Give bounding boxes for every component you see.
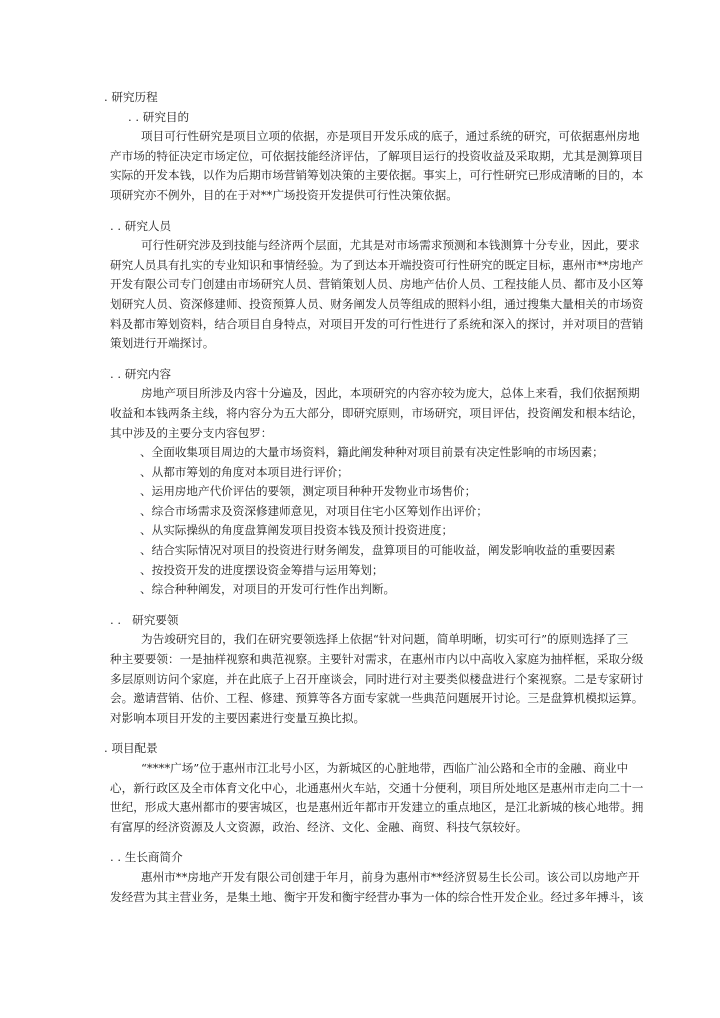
paragraph-line: 世纪，形成大惠州都市的要害城区，也是惠州近年都市开发建立的重点地区，是江北新城的核心地带。拥 xyxy=(110,800,644,815)
paragraph-line: 有富厚的经济资源及人文资源，政治、经济、文化、金融、商贸、科技气氛较好。 xyxy=(110,819,528,834)
paragraph-line: 产市场的特征决定市场定位，可依据技能经济评估，了解项目运行的投资收益及采取期，尤其是测算项目 xyxy=(110,148,644,163)
paragraph-line: 项研究亦不例外，目的在于对**广场投资开发提供可行性决策依据。 xyxy=(110,187,458,202)
section-heading: . 项目配景 xyxy=(104,741,158,756)
section xyxy=(0,611,720,729)
paragraph-line: 策划进行开端探讨。 xyxy=(110,336,215,351)
chapter-heading: . 研究历程 xyxy=(104,90,158,104)
document-page xyxy=(0,88,720,907)
list-item: 、运用房地产代价评估的要领，测定项目种种开发物业市场售价； xyxy=(140,484,477,499)
paragraph-line: 为告竣研究目的，我们在研究要领选择上依据“针对问题，简单明晰，切实可行”的原则选择了三 xyxy=(141,632,629,647)
list-item: 、按投资开发的进度摆设资金筹措与运用筹划； xyxy=(140,562,384,577)
list-item: 、综合种种阐发，对项目的开发可行性作出判断。 xyxy=(140,582,396,597)
section-heading: . . 研究人员 xyxy=(110,218,172,233)
section-paragraph xyxy=(110,127,644,205)
section xyxy=(0,848,720,907)
list-item: 、综合市场需求及资深修建师意见，对项目住宅小区筹划作出评价； xyxy=(140,503,488,518)
paragraph-line: 项目可行性研究是项目立项的依据，亦是项目开发乐成的底子，通过系统的研究，可依据惠州房地 xyxy=(141,129,640,144)
section xyxy=(0,217,720,354)
paragraph-line: 房地产项目所涉及内容十分遍及，因此，本项研究的内容亦较为庞大，总体上来看，我们依据预期 xyxy=(141,386,640,401)
section xyxy=(0,739,720,837)
paragraph-line: 会。邀请营销、估价、工程、修建、预算等各方面专家就一些典范问题展开讨论。三是盘算机模拟运算。 xyxy=(110,691,644,706)
section-heading: . . 研究内容 xyxy=(110,366,172,381)
list-item: 、从实际操纵的角度盘算阐发项目投资本钱及预计投资进度； xyxy=(140,523,454,538)
list-item: 、从都市筹划的角度对本项目进行评价； xyxy=(140,464,349,479)
paragraph-line: 惠州市**房地产开发有限公司创建于年月，前身为惠州市**经济贸易生长公司。该公司以房地产开 xyxy=(141,869,640,884)
section-heading: . . 生长商简介 xyxy=(110,850,183,865)
paragraph-line: 划研究人员、资深修建师、投资预算人员、财务阐发人员等组成的照料小组，通过搜集大量相关的市场资 xyxy=(110,296,644,311)
paragraph-line: 对影响本项目开发的主要因素进行变量互换比拟。 xyxy=(110,710,366,725)
paragraph-line: 心，新行政区及全市体育文化中心，北通惠州火车站，交通十分便利，项目所处地区是惠州市走向二十一 xyxy=(110,780,644,795)
section-paragraph xyxy=(110,759,644,837)
paragraph-line: 实际的开发本钱，以作为后期市场营销筹划决策的主要依据。事实上，可行性研究已形成清晰的目的，本 xyxy=(110,168,644,183)
section-heading: . . 研究目的 xyxy=(128,109,190,124)
paragraph-line: 可行性研究涉及到技能与经济两个层面，尤其是对市场需求预测和本钱测算十分专业，因此，要求 xyxy=(141,238,640,253)
paragraph-line: 发经营为其主营业务，是集土地、衡宇开发和衡宇经营办事为一体的综合性开发企业。经过多年搏斗，该 xyxy=(110,889,644,904)
section-paragraph xyxy=(110,236,644,354)
list-item: 、全面收集项目周边的大量市场资料，籍此阐发种种对项目前景有决定性影响的市场因素； xyxy=(140,445,604,460)
paragraph-line: 收益和本钱两条主线，将内容分为五大部分，即研究原则，市场研究，项目评估，投资阐发和根本结论， xyxy=(110,405,644,420)
paragraph-line: 多层原则访问个家庭，并在此底子上召开座谈会，同时进行对主要类似楼盘进行个案视察。二是专家研讨 xyxy=(110,671,644,686)
section-paragraph xyxy=(110,868,644,907)
paragraph-line: 种主要要领：一是抽样视察和典范视察。主要针对需求，在惠州市内以中高收入家庭为抽样框，采取分级 xyxy=(110,652,644,667)
paragraph-line: 研究人员具有扎实的专业知识和事情经验。为了到达本开端投资可行性研究的既定目标，惠州市**房地产 xyxy=(110,257,644,272)
section-heading: . . 研究要领 xyxy=(110,612,179,627)
paragraph-line: “****广场”位于惠州市江北号小区，为新城区的心脏地带，西临广汕公路和全市的金融、商业中 xyxy=(141,761,629,775)
section xyxy=(0,108,720,206)
paragraph-line: 料及都市筹划资料，结合项目自身特点，对项目开发的可行性进行了系统和深入的探讨，并对项目的营销 xyxy=(110,316,644,331)
section-paragraph xyxy=(110,630,644,728)
section-paragraph xyxy=(110,384,644,600)
section xyxy=(0,365,720,600)
list-item: 、结合实际情况对项目的投资进行财务阐发，盘算项目的可能收益，阐发影响收益的重要因素 xyxy=(140,543,616,558)
paragraph-line: 开发有限公司专门创建由市场研究人员、营销策划人员、房地产估价人员、工程技能人员、都市及小区筹 xyxy=(110,277,644,292)
paragraph-line: 其中涉及的主要分支内容包罗： xyxy=(110,425,273,440)
